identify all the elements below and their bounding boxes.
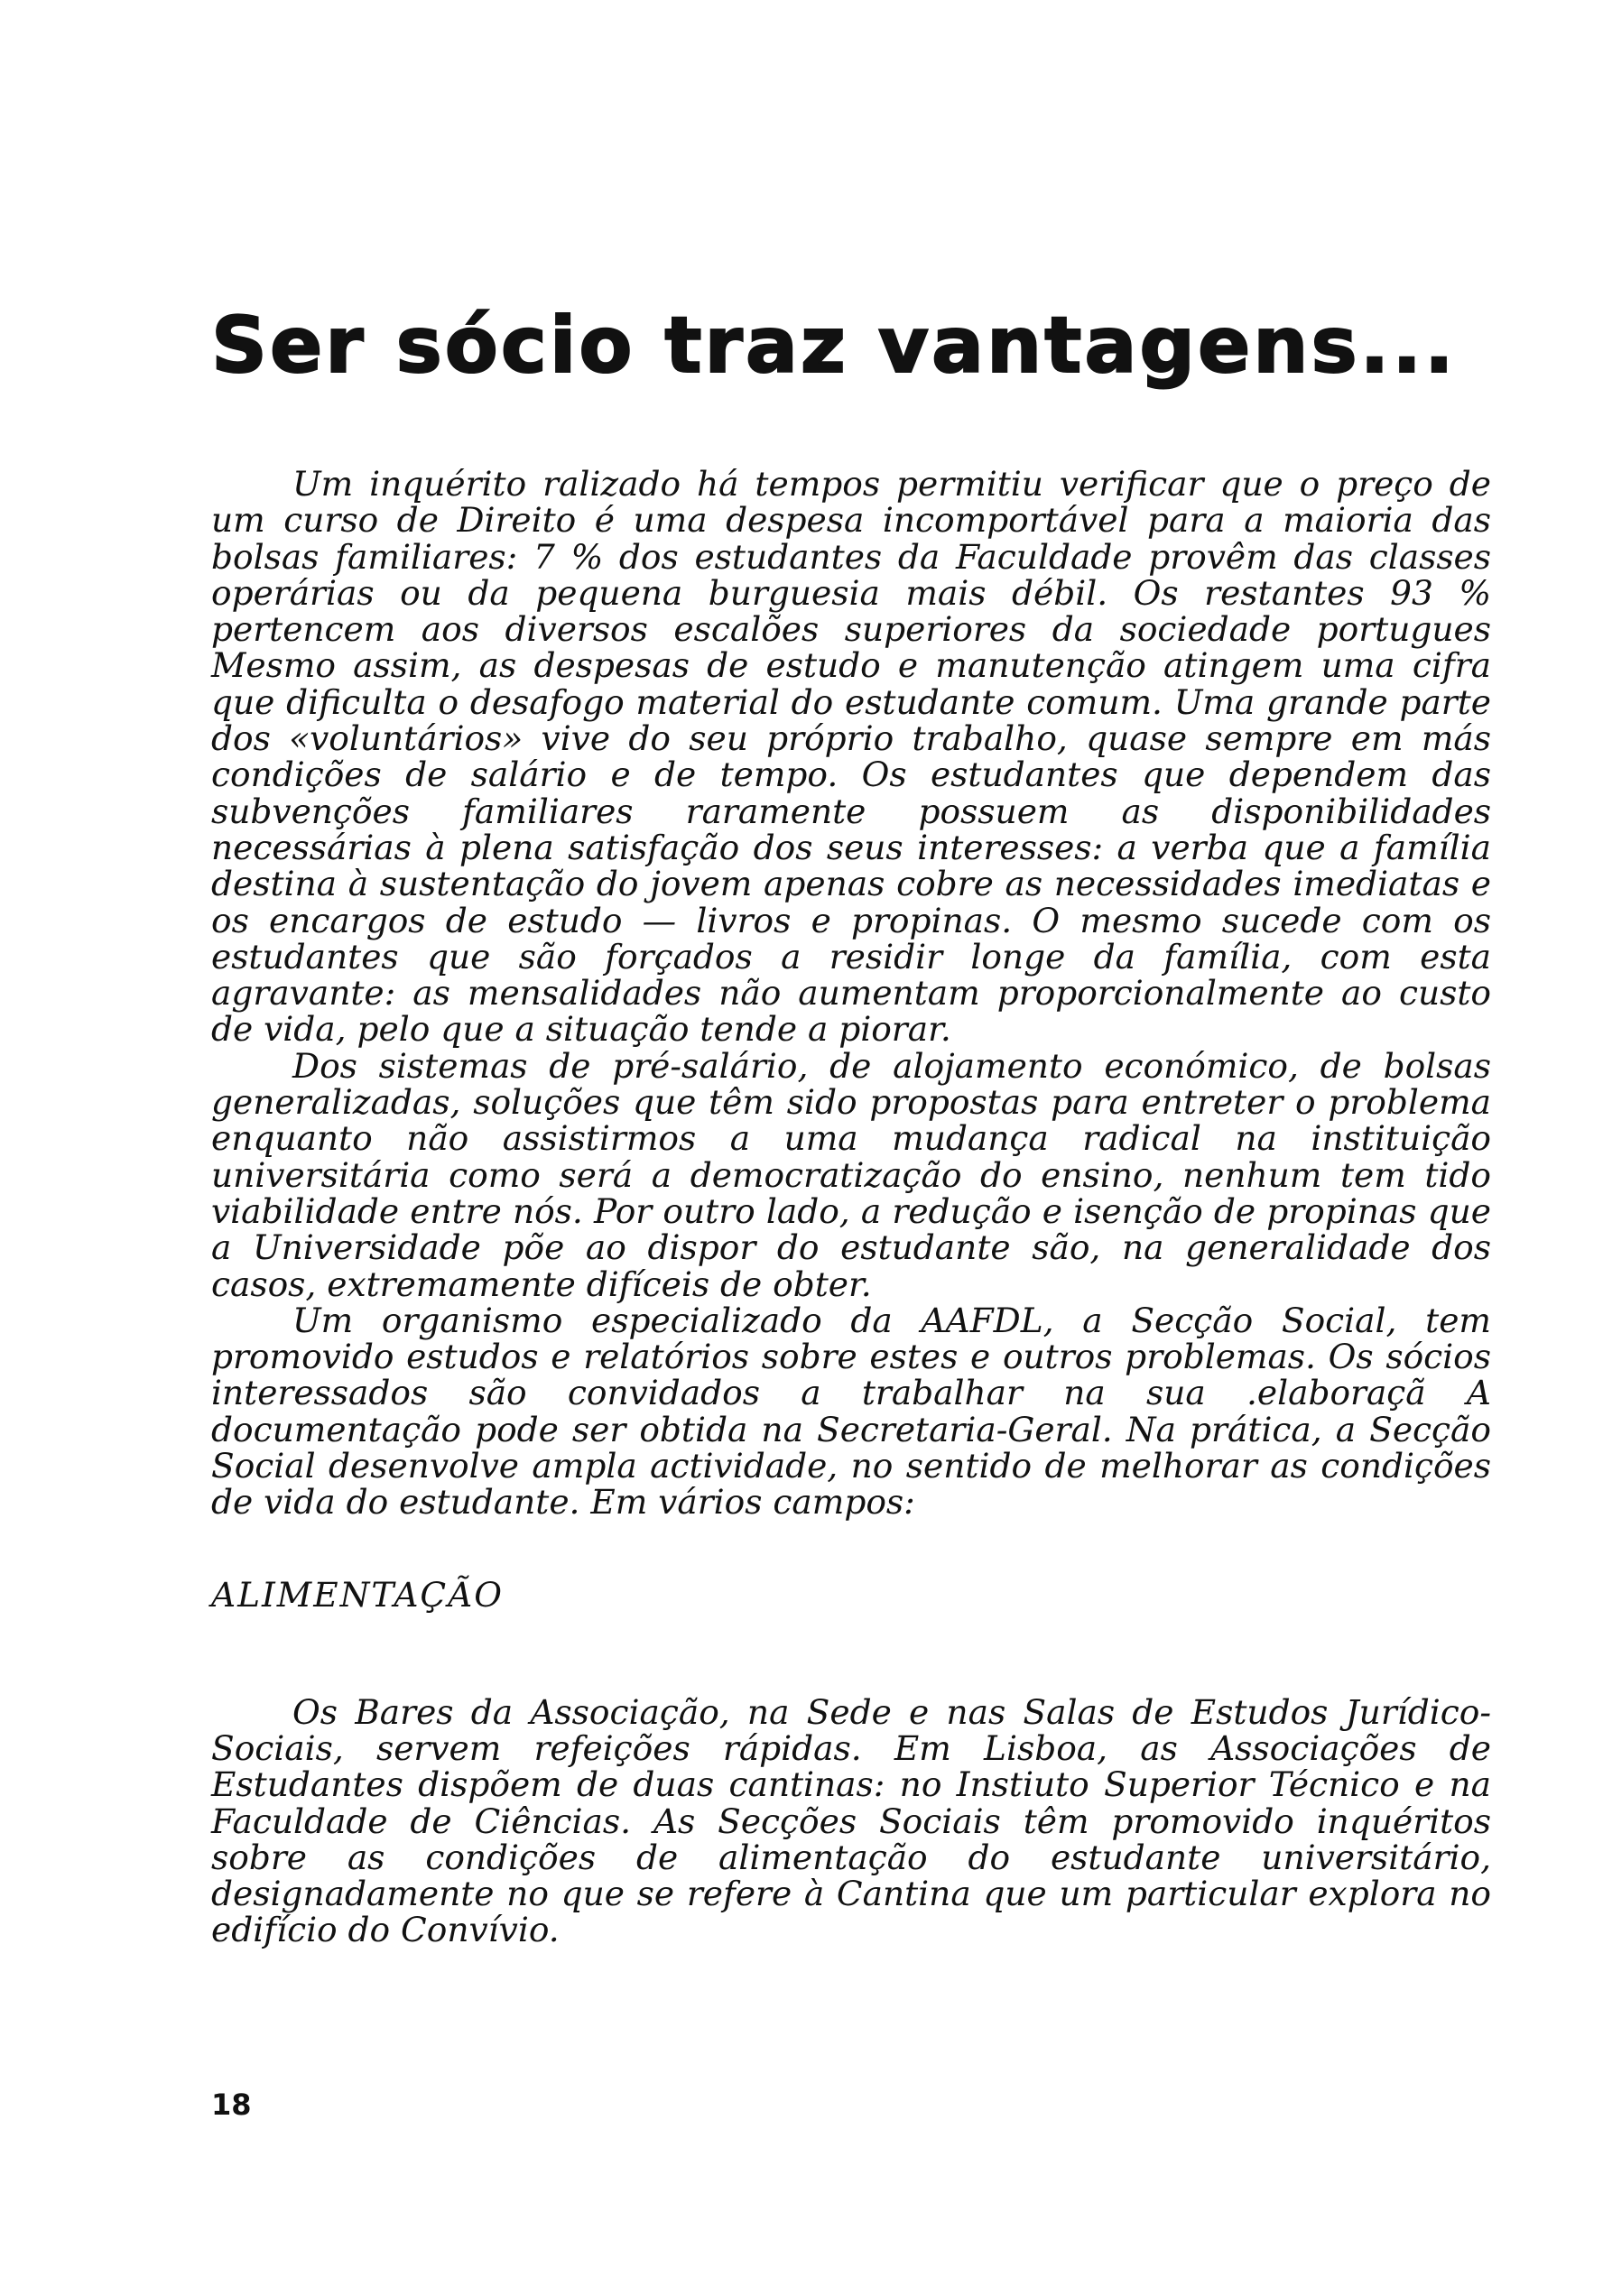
page-title: Ser sócio traz vantagens... [211,301,1457,391]
page-number: 18 [211,2088,252,2122]
paragraph-1: Um inquérito ralizado há tempos permitiu verificar que o preço de um curso de Direito é uma despesa incomportável para a maioria das bolsas familiares: 7 % dos estudantes da Faculdade provêm das classes operárias ou da pequena burguesia mais débil. Os restantes 93 % pertencem aos diversos escalões superiores da sociedade portugues Mesmo assim, as despesas de estudo e manutenção atingem uma cifra que dificulta o desafogo material do estudante comum. Uma grande parte dos «voluntários» vive do seu próprio trabalho, quase sempre em más condições de salário e de tempo. Os estudantes que dependem das subvenções familiares raramente possuem as disponibilidades necessárias à plena satisfação dos seus interesses: a verba que a família destina à sustentação do jovem apenas cobre as necessidades imediatas e os encargos de estudo — livros e propinas. O mesmo sucede com os estudantes que são forçados a residir longe da família, com esta agravante: as mensalidades não aumentam proporcionalmente ao custo de vida, pelo que a situação tende a piorar. [211,464,1491,1050]
section-paragraph: Os Bares da Associação, na Sede e nas Salas de Estudos Jurídico-Sociais, servem refeições rápidas. Em Lisboa, as Associações de Estudantes dispõem de duas cantinas: no Instiuto Superior Técnico e na Faculdade de Ciências. As Secções Sociais têm promovido inquéritos sobre as condições de alimentação do estudante universitário, designadamente no que se refere à Cantina que um particular explora no edifício do Convívio. [211,1691,1491,1950]
paragraph-2: Dos sistemas de pré-salário, de alojamento económico, de bolsas generalizadas, soluções que têm sido propostas para entreter o problema enquanto não assistirmos a uma mudança radical na instituição universitária como será a democratização do ensino, nenhum tem tido viabilidade entre nós. Por outro lado, a redução e isenção de propinas que a Universidade põe ao dispor do estudante são, na generalidade dos casos, extremamente difíceis de obter. [211,1045,1491,1304]
page-content [211,301,1491,1950]
paragraph-3: Um organismo especializado da AAFDL, a Secção Social, tem promovido estudos e relatórios sobre estes e outros problemas. Os sócios interessados são convidados a trabalhar na sua .elaboraçã A documentação pode ser obtida na Secretaria-Geral. Na prática, a Secção Social desenvolve ampla actividade, no sentido de melhorar as condições de vida do estudante. Em vários campos: [211,1300,1491,1523]
section-heading-alimentacao: ALIMENTAÇÃO [211,1574,504,1615]
